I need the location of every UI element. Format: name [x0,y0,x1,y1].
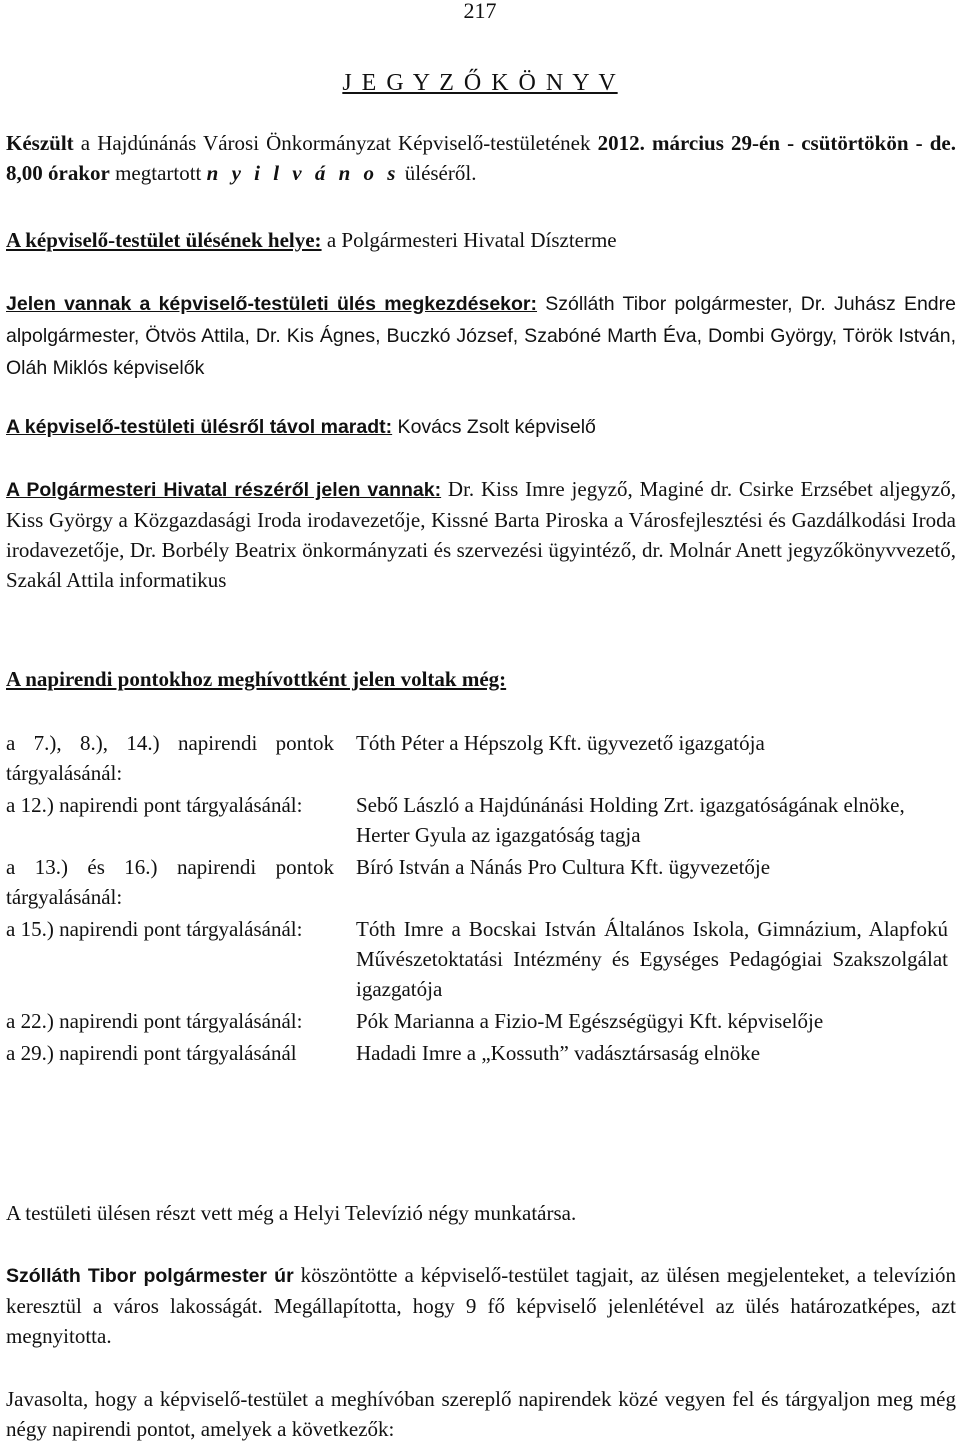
invited-person-line: Bíró István a Nánás Pro Cultura Kft. ügyvezetője [356,855,771,879]
invited-person [356,914,948,1004]
invited-row [6,790,956,850]
document-title: J E G Y Z Ő K Ö N Y V [342,70,618,96]
office-value: Dr. Kiss Imre jegyző, Maginé dr. Csirke Erzsébet aljegyző, Kiss György a Közgazdasági Iroda irodavezetője, Kissné Barta Piroska a Városfejlesztési és Gazdálkodási Iroda irodavezetője, Dr. Borbély Beatrix önkormányzati és szervezési ügyintéző, dr. Molnár Anett jegyzőkönyvvezető, Szakál Attila informatikus [6,477,957,592]
intro-text-1: a Hajdúnánás Városi Önkormányzat Képviselő-testületének [73,131,598,155]
intro-text-2: megtartott [109,161,207,185]
invited-person [356,852,948,912]
tv-line [6,1198,956,1228]
venue-label: A képviselő-testület ülésének helye: [6,228,322,252]
invited-row [6,1038,956,1068]
venue-line [6,225,956,255]
invited-person [356,1006,948,1036]
invited-row [6,728,956,788]
tv-text: A testületi ülésen részt vett még a Helyi Televízió négy munkatársa. [6,1201,577,1225]
absent-label: A képviselő-testületi ülésről távol maradt: [6,416,393,438]
invited-person-line: Hadadi Imre a „Kossuth” vadásztársaság elnöke [356,1041,761,1065]
office-label: A Polgármesteri Hivatal részéről jelen vannak: [6,479,442,501]
invited-person [356,728,948,788]
invited-person-line: Pók Marianna a Fizio-M Egészségügyi Kft. képviselője [356,1009,824,1033]
invited-row [6,914,956,1004]
intro-text-3: üléséről. [399,161,477,185]
invited-row [6,1006,956,1036]
invited-person-line: Herter Gyula az igazgatóság tagja [356,823,641,847]
invited-person-line: Sebő László a Hajdúnánási Holding Zrt. igazgatóságának elnöke, [356,793,905,817]
proposal-text: Javasolta, hogy a képviselő-testület a meghívóban szereplő napirendek közé vegyen fel és tárgyaljon meg még négy napirendi pontot, amelyek a következők: [6,1387,956,1441]
intro-public: n y i l v á n o s [206,161,400,185]
mayor-value: köszöntötte a képviselő-testület tagjait, az ülésen megjelenteket, a televízión keresztül a város lakosságát. Megállapította, hogy 9 fő képviselő jelenlétével az ülés határozatképes, azt megnyitotta. [6,1263,956,1348]
intro-keszult: Készült [6,131,74,155]
mayor-paragraph [6,1260,956,1351]
present-label: Jelen vannak a képviselő-testületi ülés megkezdésekor: [6,293,538,315]
invited-agenda: a 12.) napirendi pont tárgyalásánál: [6,793,303,817]
page-number: 217 [463,0,497,23]
present-paragraph [6,288,956,384]
invited-person-line: Tóth Imre a Bocskai István Általános Iskola, Gimnázium, Alapfokú Művészetoktatási Intézmény és Egységes Pedagógiai Szakszolgálat igazgatója [356,917,948,1001]
invited-agenda: a 15.) napirendi pont tárgyalásánál: [6,917,303,941]
intro-date: 2012. március 29-én - csütörtökön - de. 8,00 órakor [6,131,956,185]
present-value: Szólláth Tibor polgármester, Dr. Juhász Endre alpolgármester, Ötvös Attila, Dr. Kis Ágnes, Buczkó József, Szabóné Marth Éva, Dombi György, Török István, Oláh Miklós képviselők [6,293,956,379]
invited-agenda: a 13.) és 16.) napirendi pontok tárgyalásánál: [6,855,334,909]
invited-person [356,790,948,850]
invited-person-line: Tóth Péter a Hépszolg Kft. ügyvezető igazgatója [356,731,765,755]
invited-person [356,1038,948,1068]
invited-agenda: a 7.), 8.), 14.) napirendi pontok tárgyalásánál: [6,731,334,785]
invited-list [6,728,956,1070]
absent-value: Kovács Zsolt képviselő [392,416,596,438]
invited-agenda: a 29.) napirendi pont tárgyalásánál [6,1041,297,1065]
intro-paragraph [6,128,956,188]
invited-heading [6,664,956,694]
invited-agenda: a 22.) napirendi pont tárgyalásánál: [6,1009,303,1033]
absent-line [6,412,956,442]
office-paragraph [6,474,956,595]
invited-row [6,852,956,912]
proposal-paragraph [6,1384,956,1444]
venue-value: a Polgármesteri Hivatal Díszterme [321,228,617,252]
invited-heading-text: A napirendi pontokhoz meghívottként jelen voltak még: [6,667,507,691]
mayor-label: Szólláth Tibor polgármester úr [6,1265,294,1287]
